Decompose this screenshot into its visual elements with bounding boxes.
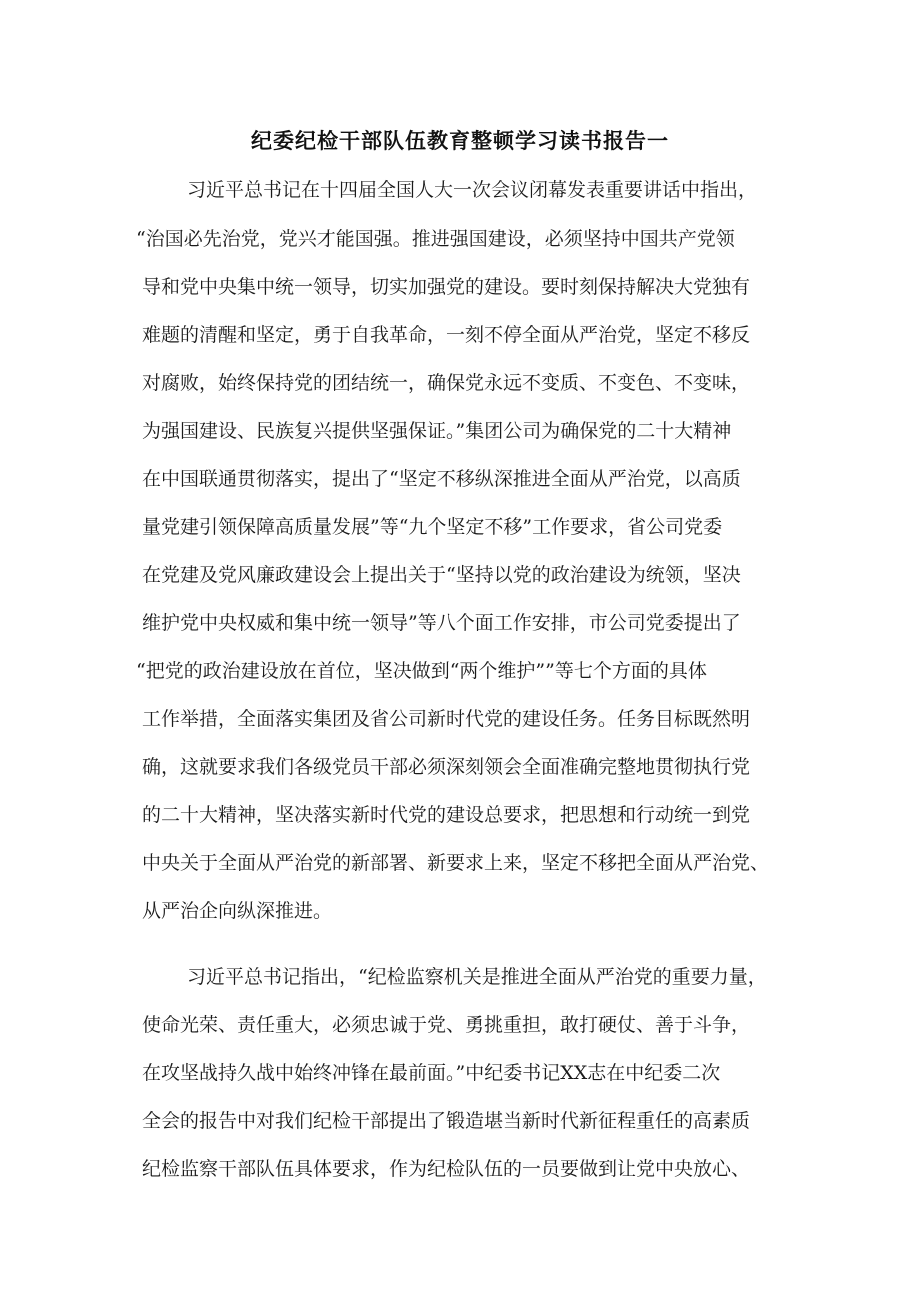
paragraph-2-line-3: 在攻坚战持久战中始终冲锋在最前面。”中纪委书记XX志在中纪委二次 (142, 1062, 721, 1084)
paragraph-1-line-6: 为强国建设、民族复兴提供坚强保证。”集团公司为确保党的二十大精神 (142, 420, 732, 442)
paragraph-1-line-14: 的二十大精神，坚决落实新时代党的建设总要求，把思想和行动统一到党 (142, 804, 751, 826)
paragraph-1-line-4: 难题的清醒和坚定，勇于自我革命，一刻不停全面从严治党，坚定不移反 (142, 324, 751, 346)
paragraph-1-line-16: 从严治企向纵深推进。 (142, 900, 333, 922)
paragraph-1-line-7: 在中国联通贯彻落实，提出了“坚定不移纵深推进全面从严治党，以高质 (142, 468, 741, 490)
paragraph-1-line-13: 确，这就要求我们各级党员干部必须深刻领会全面准确完整地贯彻执行党 (142, 756, 751, 778)
paragraph-1-line-1: 习近平总书记在十四届全国人大一次会议闭幕发表重要讲话中指出， (187, 179, 758, 201)
paragraph-1-line-5: 对腐败，始终保持党的团结统一，确保党永远不变质、不变色、不变味， (142, 372, 751, 394)
paragraph-1-line-10: 维护党中央权威和集中统一领导”等八个面工作安排，市公司党委提出了 (142, 612, 741, 634)
paragraph-1-line-15: 中央关于全面从严治党的新部署、新要求上来，坚定不移把全面从严治党、 (142, 852, 770, 874)
paragraph-2-line-5: 纪检监察干部队伍具体要求，作为纪检队伍的一员要做到让党中央放心、 (142, 1158, 751, 1180)
paragraph-2-line-4: 全会的报告中对我们纪检干部提出了锻造堪当新时代新征程重任的高素质 (142, 1110, 751, 1132)
paragraph-1-line-8: 量党建引领保障高质量发展”等“九个坚定不移”工作要求，省公司党委 (142, 516, 723, 538)
paragraph-1-line-12: 工作举措，全面落实集团及省公司新时代党的建设任务。任务目标既然明 (142, 708, 751, 730)
paragraph-2-line-2: 使命光荣、责任重大，必须忠诚于党、勇挑重担，敢打硬仗、善于斗争， (142, 1014, 751, 1036)
paragraph-2-line-1: 习近平总书记指出，“纪检监察机关是推进全面从严治党的重要力量， (187, 966, 767, 988)
paragraph-1-line-3: 导和党中央集中统一领导，切实加强党的建设。要时刻保持解决大党独有 (142, 276, 751, 298)
paragraph-1-line-2: “治国必先治党，党兴才能国强。推进强国建设，必须坚持中国共产党领 (136, 228, 735, 250)
paragraph-1-line-11: “把党的政治建设放在首位，坚决做到“两个维护””等七个方面的具体 (136, 660, 707, 682)
document-title: 纪委纪检干部队伍教育整顿学习读书报告一 (251, 129, 669, 153)
paragraph-1-line-9: 在党建及党风廉政建设会上提出关于“坚持以党的政治建设为统领，坚决 (142, 564, 741, 586)
